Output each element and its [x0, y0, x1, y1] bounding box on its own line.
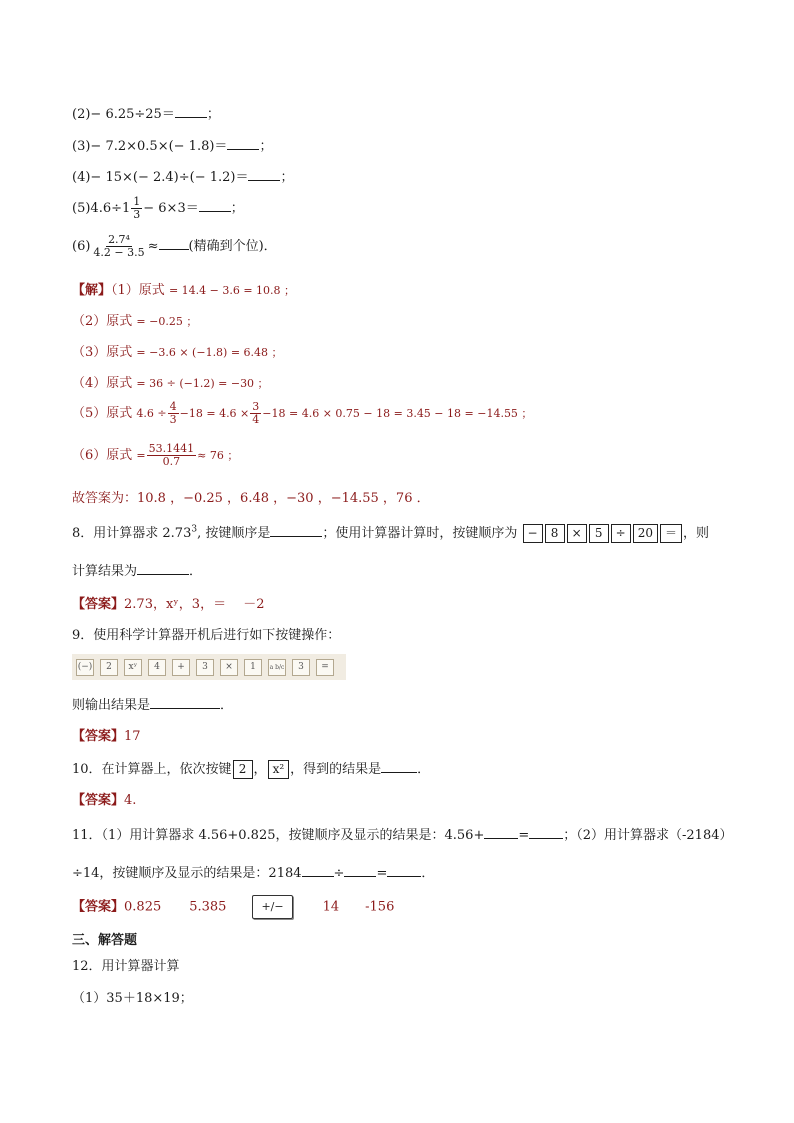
key-times[interactable]: ×: [567, 524, 587, 543]
photo-key: ×: [220, 659, 238, 676]
answer-blank[interactable]: [344, 862, 376, 877]
solution-line-1: 【解】（1）原式 = 14.4 − 3.6 = 10.8 ；: [72, 283, 296, 298]
photo-key: =: [316, 659, 334, 676]
answer-blank[interactable]: [199, 197, 231, 212]
photo-key: (−): [76, 659, 94, 676]
answer-blank[interactable]: [150, 694, 220, 709]
solution-line-4: （4）原式 = 36 ÷ (−1.2) = −30 ；: [72, 376, 269, 391]
q10-question: 10．在计算器上，依次按键 2 ， x² ，得到的结果是 ．: [72, 758, 430, 779]
answer-blank[interactable]: [137, 560, 189, 575]
q7-part-5: (5)4.6÷1 $\frac{1}{3}$ − 6×3＝ ；: [72, 195, 244, 221]
fraction: $\frac{4}{3}$: [169, 400, 177, 426]
fraction: $\frac{3}{4}$: [252, 400, 260, 426]
key-x-squared[interactable]: x²: [268, 760, 290, 779]
solution-line-2: （2）原式 = −0.25 ；: [72, 314, 198, 329]
fraction: $\frac{1}{3}$: [133, 195, 141, 221]
solution-line-6: （6）原式 = $\frac{53.1441}{0.7}$ ≈ 76 ；: [72, 442, 239, 468]
q9-line-2: 则输出结果是 ．: [72, 694, 233, 713]
q7-part-2: (2)− 6.25÷25＝ ；: [72, 103, 220, 122]
photo-key: a b/c: [268, 659, 286, 676]
q7-part-4: (4)− 15×(− 2.4)÷(− 1.2)＝ ；: [72, 166, 293, 185]
answer-blank[interactable]: [175, 103, 207, 118]
section-title: 三、解答题: [72, 933, 138, 948]
photo-key: 4: [148, 659, 166, 676]
plus-minus-key[interactable]: +/−: [252, 895, 292, 919]
answer-blank[interactable]: [159, 235, 189, 250]
q9-question: 9．使用科学计算器开机后进行如下按键操作：: [72, 628, 341, 643]
solution-line-3: （3）原式 = −3.6 × (−1.8) = 6.48 ；: [72, 345, 283, 360]
answer-blank[interactable]: [387, 862, 421, 877]
fraction: $\frac{\text{2.7⁴}}{4.2 - 3.5}$: [93, 233, 145, 259]
key-divide[interactable]: ÷: [611, 524, 631, 543]
photo-key: xʸ: [124, 659, 142, 676]
q11-answer: 【答案】0.825 5.385 +/− 14 -156: [72, 895, 394, 919]
photo-key: 3: [196, 659, 214, 676]
key-minus[interactable]: −: [523, 524, 543, 543]
q12-question: 12．用计算器计算: [72, 959, 180, 974]
calculator-key-sequence-image: [72, 654, 346, 680]
photo-key: 2: [100, 659, 118, 676]
q10-answer: 【答案】4.: [72, 793, 137, 808]
q9-answer: 【答案】17: [72, 729, 141, 744]
solution-final: 故答案为：10.8 ，−0.25 ，6.48 ，−30 ，−14.55 ，76 ．: [72, 491, 430, 506]
answer-blank[interactable]: [270, 522, 322, 537]
q12-part-1: （1）35＋18×19；: [72, 991, 193, 1006]
key-equals[interactable]: ＝: [660, 524, 682, 543]
key-20[interactable]: 20: [633, 524, 658, 543]
q7-part-3: (3)− 7.2×0.5×(− 1.8)＝ ；: [72, 135, 272, 154]
answer-blank[interactable]: [227, 135, 259, 150]
photo-key: 3: [292, 659, 310, 676]
key-2[interactable]: 2: [233, 760, 253, 779]
answer-blank[interactable]: [302, 862, 334, 877]
photo-key: +: [172, 659, 190, 676]
photo-key: 1: [244, 659, 262, 676]
q8-line-1: 8．用计算器求 2.73$^3$, 按键顺序是 ；使用计算器计算时，按键顺序为 − 8 × 5 ÷ 20 ＝ ，则: [72, 522, 709, 543]
answer-blank[interactable]: [484, 824, 518, 839]
answer-blank[interactable]: [381, 758, 417, 773]
key-5[interactable]: 5: [589, 524, 609, 543]
answer-blank[interactable]: [248, 166, 280, 181]
solution-line-5: （5）原式 4.6 ÷ $\frac{4}{3}$ −18 = 4.6 × $\frac{3}{4}$ −18 = 4.6 × 0.75 − 18 = 3.45 − 18 = −14.55 ；: [72, 400, 533, 426]
q8-line-2: 计算结果为 ．: [72, 560, 202, 579]
fraction: $\frac{53.1441}{0.7}$: [148, 442, 195, 468]
key-8[interactable]: 8: [545, 524, 565, 543]
q11-line-1: 11．（1）用计算器求 4.56+0.825，按键顺序及显示的结果是：4.56+ = ；（2）用计算器求（-2184）: [72, 824, 733, 843]
q7-part-6: (6) $\frac{\text{2.7⁴}}{4.2 - 3.5}$ ≈ (精确到个位)．: [72, 233, 277, 259]
answer-blank[interactable]: [529, 824, 563, 839]
q11-line-2: ÷14，按键顺序及显示的结果是：2184 ÷ = ．: [72, 862, 434, 881]
q8-answer: 【答案】2.73，xʸ，3，＝ －2: [72, 597, 265, 612]
